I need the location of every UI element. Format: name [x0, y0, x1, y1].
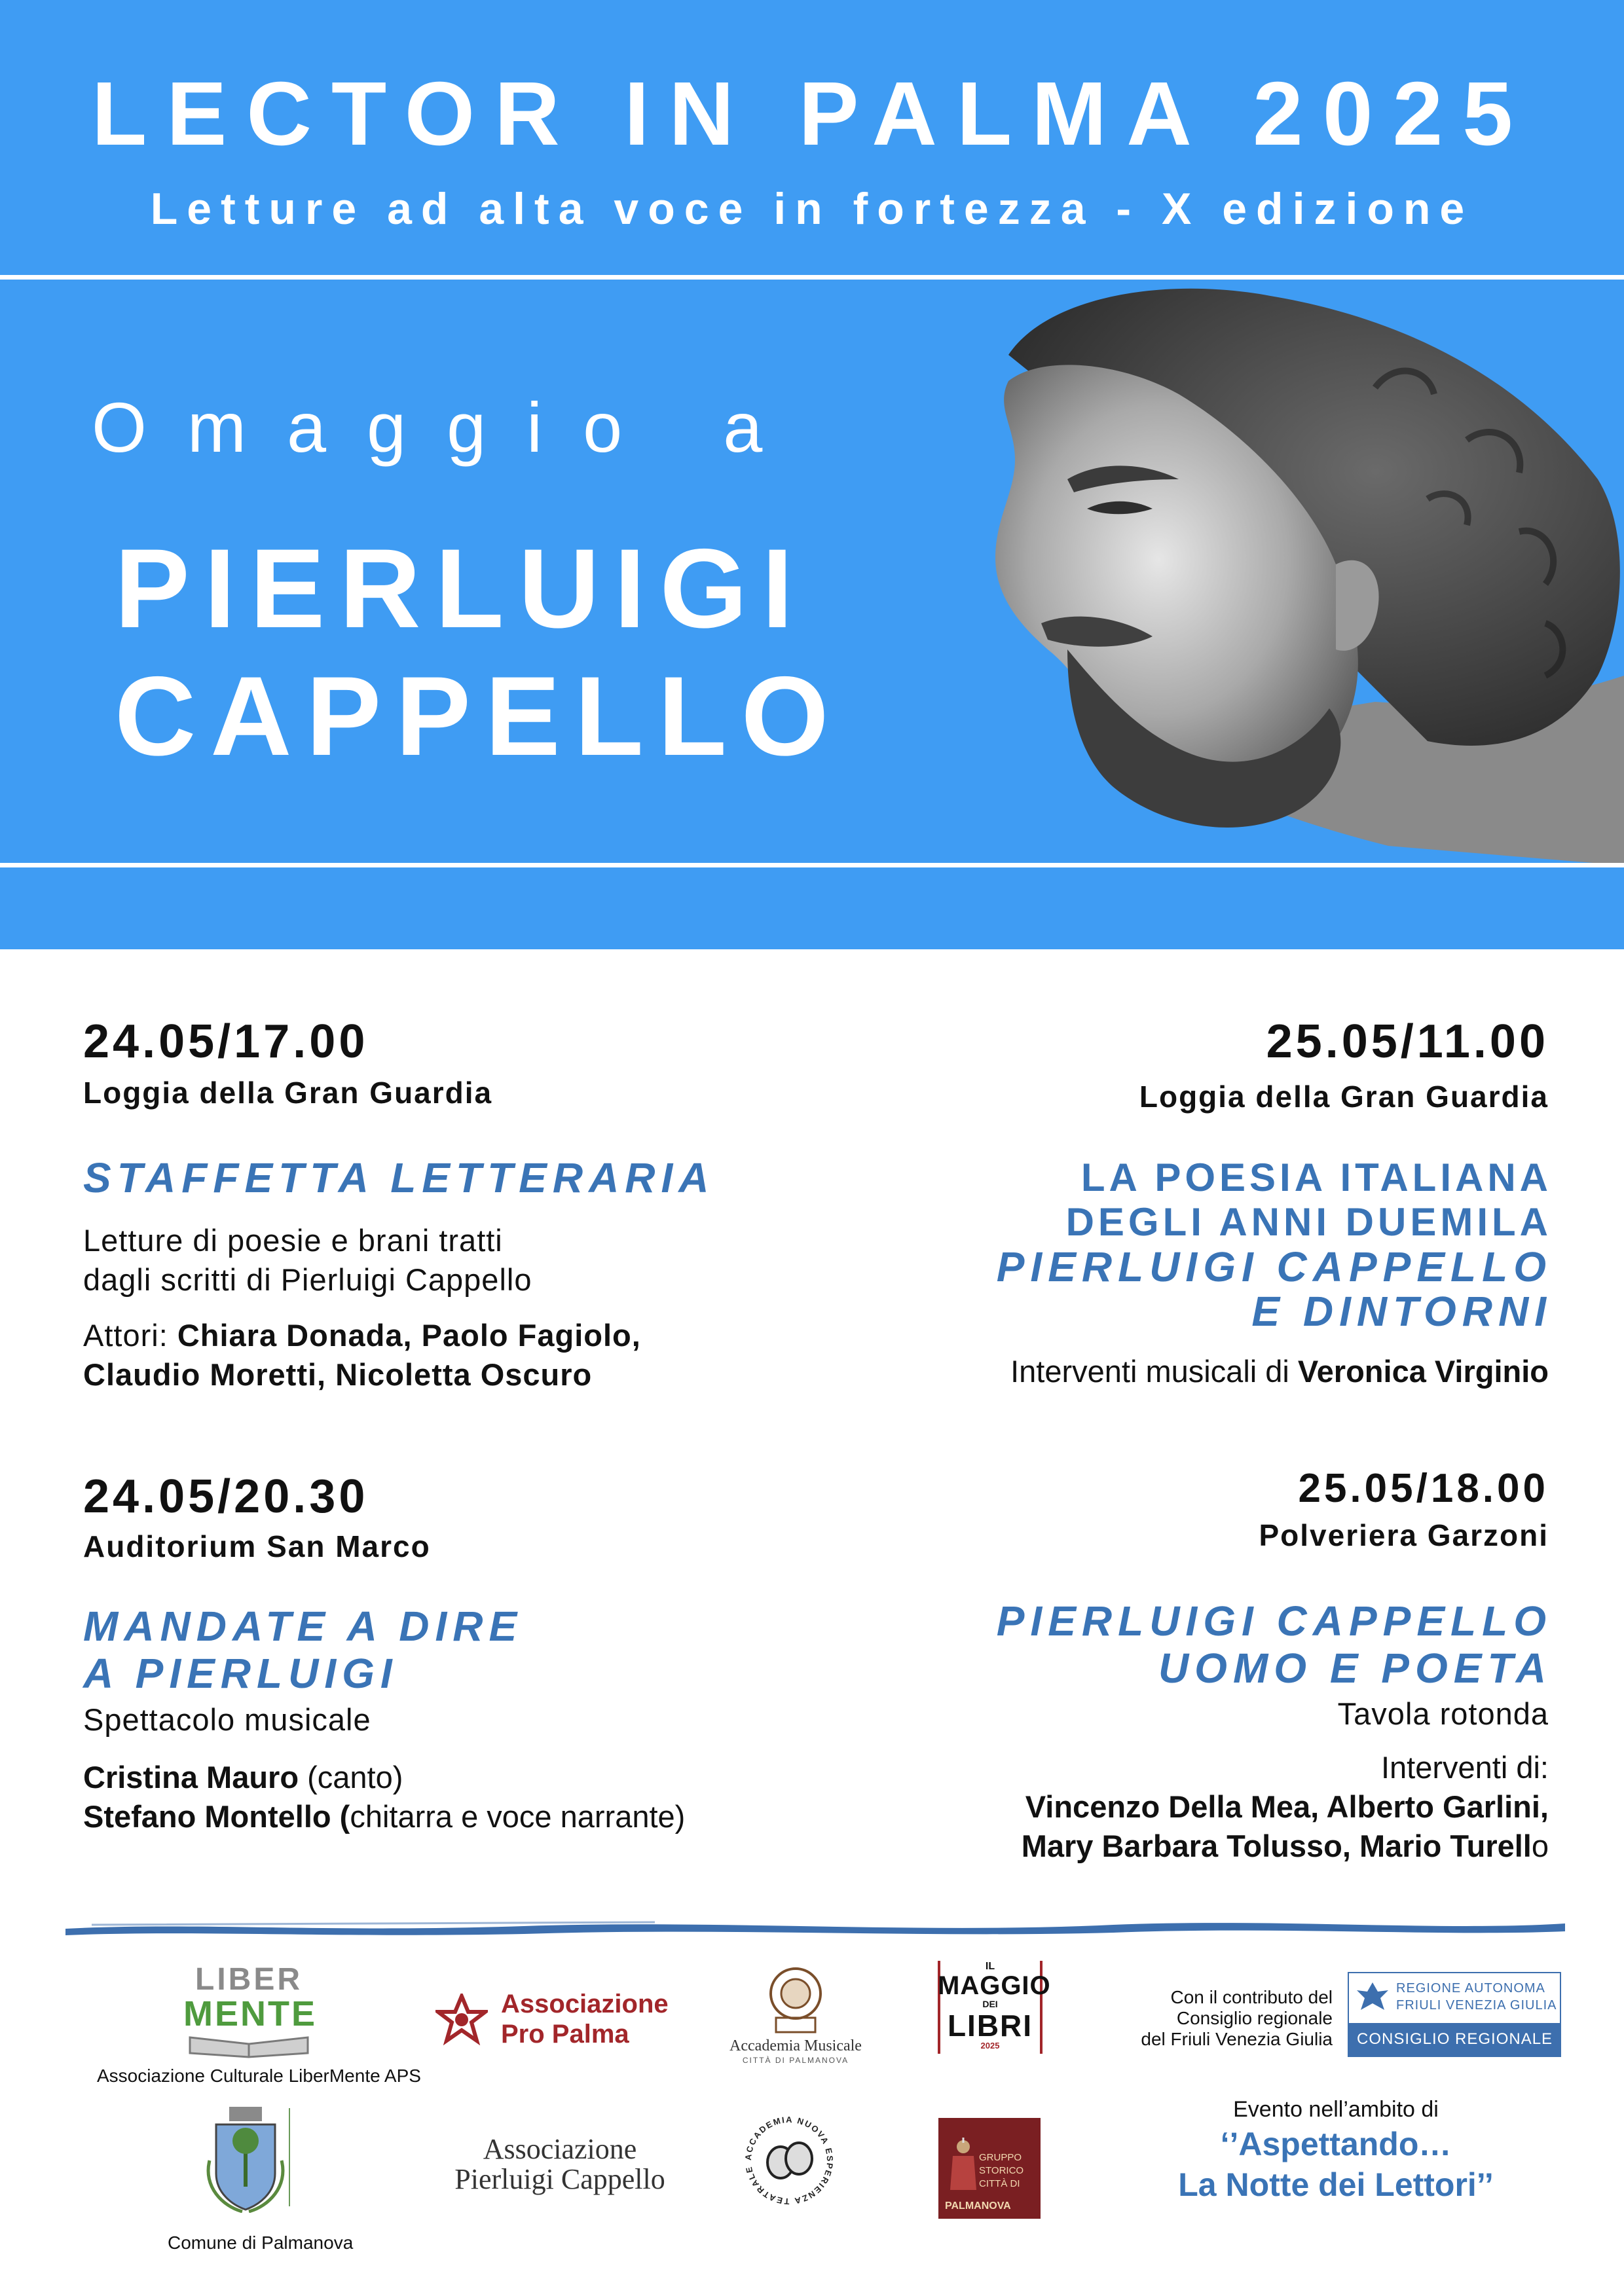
evento-line2: ‘’Aspettando… [1220, 2126, 1452, 2162]
event-title-line3: PIERLUIGI CAPPELLO [996, 1243, 1552, 1290]
contributo-text [1113, 1987, 1333, 2050]
event-place: Auditorium San Marco [83, 1529, 431, 1563]
libermente-bottom: MENTE [183, 1994, 317, 2033]
evento-ambito [1126, 2095, 1545, 2205]
event-place: Polveriera Garzoni [1259, 1518, 1549, 1552]
performer-name: Stefano Montello ( [83, 1799, 350, 1834]
festival-subtitle: Letture ad alta voce in fortezza - X edizione [150, 184, 1474, 234]
propalma-line1: Associazione [501, 1990, 669, 2018]
maggio-dei: DEI [982, 1999, 998, 2009]
evento-line1: Evento nell’ambito di [1233, 2097, 1439, 2122]
event-date: 24.05/20.30 [83, 1470, 369, 1523]
header-banner [0, 0, 1624, 949]
honoree-first-name: PIERLUIGI [115, 526, 808, 651]
gruppo-line3: CITTÀ DI [979, 2178, 1020, 2189]
festival-title: LECTOR IN PALMA 2025 [91, 64, 1533, 164]
event-title-line2: UOMO E POETA [1158, 1645, 1552, 1692]
maggio-il: IL [985, 1961, 995, 1972]
music-label: Interventi musicali di [1010, 1354, 1298, 1389]
actors-label: Attori: [83, 1318, 177, 1353]
performer-role: (canto) [299, 1760, 403, 1795]
actors-names: Chiara Donada, Paolo Fagiolo, [177, 1318, 641, 1353]
regione-band: CONSIGLIO REGIONALE [1349, 2023, 1560, 2056]
palmanova-crest-icon [196, 2102, 295, 2213]
event-place: Loggia della Gran Guardia [1139, 1080, 1549, 1114]
lion-icon [760, 1964, 832, 2036]
speakers-names-tail: o [1531, 1829, 1549, 1863]
accademia-line1: Accademia Musicale [729, 2037, 862, 2054]
event-title-line1: PIERLUIGI CAPPELLO [996, 1597, 1552, 1645]
event-date: 25.05/11.00 [1266, 1015, 1549, 1068]
regione-logo [1348, 1972, 1561, 2057]
header-divider-bottom [0, 863, 1624, 867]
event-actors-line2 [83, 1355, 592, 1394]
propalma-logo [435, 1987, 684, 2052]
libermente-top: LIBER [195, 1962, 303, 1997]
gruppo-storico-logo [938, 2118, 1041, 2219]
tribute-label: Omaggio a [92, 388, 803, 467]
regione-line1: REGIONE AUTONOMA [1396, 1981, 1545, 1995]
maggio-dei-libri-logo [938, 1961, 1051, 2054]
accademia-musicale-logo [714, 1964, 877, 2069]
header-divider-top [0, 275, 1624, 280]
gruppo-line1: GRUPPO [979, 2152, 1022, 2163]
evento-line3: La Notte dei Lettori’’ [1178, 2166, 1494, 2203]
brush-divider [65, 1917, 1565, 1938]
performer-1 [83, 1758, 403, 1797]
teatro-masks-logo [740, 2111, 838, 2210]
event-description-line2: dagli scritti di Pierluigi Cappello [83, 1262, 532, 1297]
libermente-caption: Associazione Culturale LiberMente APS [97, 2066, 421, 2086]
event-music-note [1010, 1352, 1549, 1391]
honoree-last-name: CAPPELLO [115, 653, 843, 779]
assoc-pc-line2: Pierluigi Cappello [454, 2163, 665, 2195]
event-kind: Spettacolo musicale [83, 1702, 371, 1737]
event-title-line2: DEGLI ANNI DUEMILA [1065, 1200, 1552, 1244]
event-kind: Tavola rotonda [1337, 1696, 1549, 1731]
actors-names: Claudio Moretti, Nicoletta Oscuro [83, 1357, 593, 1392]
assoc-pc-line1: Associazione [483, 2133, 637, 2165]
event-title-line1: LA POESIA ITALIANA [1080, 1156, 1552, 1199]
comune-caption: Comune di Palmanova [168, 2232, 354, 2253]
contributo-line2: Consiglio regionale [1176, 2008, 1333, 2028]
book-icon [183, 2032, 314, 2058]
event-date: 24.05/17.00 [83, 1015, 369, 1068]
portrait-image [969, 283, 1624, 866]
libermente-logo [183, 1962, 317, 2062]
maggio-line2: LIBRI [947, 2009, 1033, 2043]
performer-name: Cristina Mauro [83, 1760, 299, 1795]
event-description-line1: Letture di poesie e brani tratti [83, 1223, 503, 1258]
event-actors-line1 [83, 1316, 641, 1355]
soldier-icon [944, 2138, 983, 2196]
propalma-line2: Pro Palma [501, 2020, 629, 2049]
event-title-line2: A PIERLUIGI [83, 1650, 398, 1697]
event-title-line4: E DINTORNI [1251, 1288, 1552, 1335]
speakers-names: Vincenzo Della Mea, Alberto Garlini, [1025, 1789, 1549, 1824]
star-emblem-icon [435, 1994, 488, 2046]
accademia-line2: CITTÀ DI PALMANOVA [742, 2056, 849, 2065]
associazione-cappello-logo [445, 2134, 674, 2195]
speakers-line1 [1025, 1787, 1549, 1827]
gruppo-line2: STORICO [979, 2165, 1024, 2176]
maggio-year: 2025 [980, 2041, 1000, 2050]
event-title-line1: MANDATE A DIRE [83, 1603, 523, 1650]
event-title: STAFFETTA LETTERARIA [83, 1154, 715, 1201]
contributo-line1: Con il contributo del [1170, 1987, 1333, 2007]
speakers-line2 [1022, 1827, 1549, 1866]
esperienza-ring-text: ACCADEMIA NUOVA ESPERIENZA TEATRALE [743, 2114, 836, 2207]
music-performer: Veronica Virginio [1297, 1354, 1549, 1389]
gruppo-line4: PALMANOVA [945, 2200, 1011, 2212]
speakers-label: Interventi di: [1380, 1750, 1549, 1785]
eagle-icon [1354, 1978, 1391, 2018]
performer-role: chitarra e voce narrante) [350, 1799, 686, 1834]
event-place: Loggia della Gran Guardia [83, 1076, 493, 1110]
contributo-line3: del Friuli Venezia Giulia [1141, 2029, 1333, 2049]
performer-2 [83, 1797, 685, 1836]
speakers-names: Mary Barbara Tolusso, Mario Turell [1021, 1829, 1532, 1863]
event-date: 25.05/18.00 [1298, 1466, 1549, 1511]
regione-line2: FRIULI VENEZIA GIULIA [1396, 1998, 1557, 2013]
maggio-line1: MAGGIO [938, 1971, 1051, 2000]
